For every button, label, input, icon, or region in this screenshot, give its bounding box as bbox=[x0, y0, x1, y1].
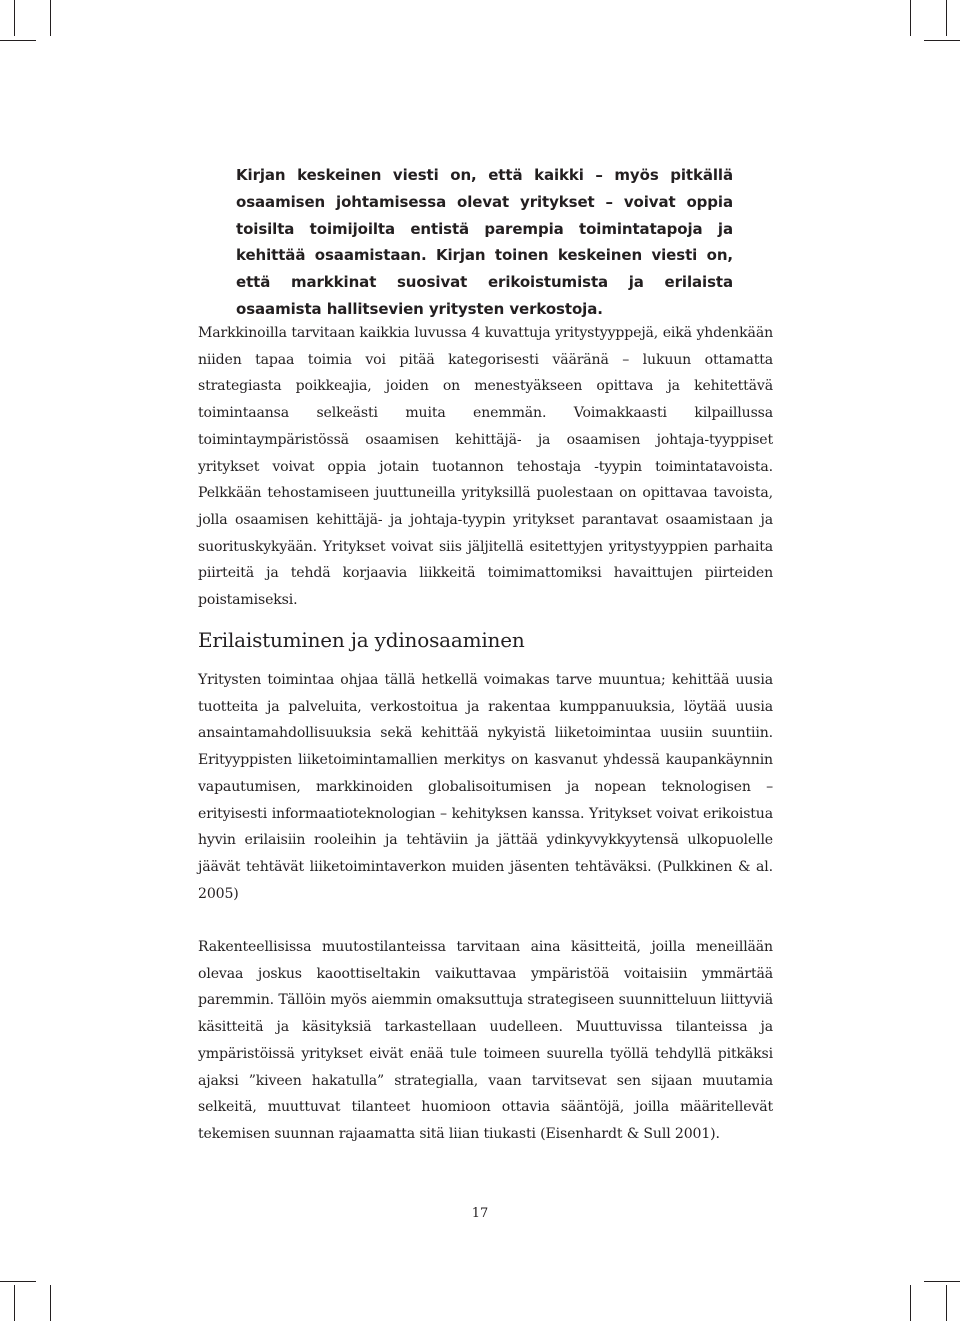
section-paragraph-2: Rakenteellisissa muutostilanteissa tarvitaan aina käsitteitä, joilla meneillään olevaa joskus kaoottiseltakin vaikuttavaa ympäristöä voitaisiin ymmärtää paremmin. Tällöin myös aiemmin omaksuttuja strategiseen suunnitteluun liittyviä käsitteitä ja käsityksiä tarkastellaan uudelleen. Muuttuvissa tilanteissa ja ympäristöissä yritykset eivät enää tule toimeen suurella työllä tehdyllä pitkäksi ajaksi ”kiveen hakatulla” strategialla, vaan tarvitsevat sen sijaan muutamia selkeitä, muuttuvat tilanteet huomioon ottavia sääntöjä, joilla määritellevät tekemisen suunnan rajaamatta sitä liian tiukasti (Eisenhardt & Sull 2001). bbox=[198, 939, 773, 1142]
crop-mark-top-right-horizontal bbox=[924, 40, 960, 41]
crop-mark-bottom-left-vertical bbox=[14, 1285, 15, 1321]
section-paragraph-1-wrapper bbox=[198, 667, 773, 907]
crop-mark-top-right-vertical bbox=[910, 0, 911, 36]
page-number: 17 bbox=[471, 1206, 489, 1221]
section-paragraph-1: Yritysten toimintaa ohjaa tällä hetkellä voimakas tarve muuntua; kehittää uusia tuotteita ja palveluita, verkostoitua ja rakentaa kumppanuuksia, löytää uusia ansaintamahdollisuuksia sekä kehittää nykyistä liiketoimintaa uusiin suuntiin. Erityyppisten liiketoimintamallien merkitys on kasvanut yhdessä kaupankäynnin vapautumisen, markkinoiden globalisoitumisen ja nopean teknologisen – erityisesti informaatioteknologian – kehityksen kanssa. Yritykset voivat erikoistua hyvin erilaisiin rooleihin ja tehtäviin ja jättää ydinkyvykkyytensä ulkopuolelle jäävät tehtävät liiketoimintaverkon muiden jäsenten tehtäväksi. (Pulkkinen & al. 2005) bbox=[198, 672, 773, 902]
section-paragraph-2-wrapper bbox=[198, 934, 773, 1148]
intro-paragraph: Kirjan keskeinen viesti on, että kaikki – myös pitkällä osaamisen johtamisessa olevat yritykset – voivat oppia toisilta toimijoilta entistä parempia toimintatapoja ja kehittää osaamistaan. Kirjan toinen keskeinen viesti on, että markkinat suosivat erikoistumista ja erilaista osaamista hallitsevien yritysten verkostoja. bbox=[236, 166, 733, 318]
crop-mark-bottom-right-inner bbox=[946, 1285, 947, 1321]
crop-mark-bottom-right-horizontal bbox=[924, 1281, 960, 1282]
section-heading: Erilaistuminen ja ydinosaaminen bbox=[198, 628, 525, 652]
body-section-1 bbox=[198, 320, 773, 614]
crop-mark-bottom-left-inner bbox=[50, 1285, 51, 1321]
crop-mark-top-left-horizontal bbox=[0, 40, 36, 41]
crop-mark-top-left-inner bbox=[50, 0, 51, 36]
crop-mark-bottom-right-vertical bbox=[910, 1285, 911, 1321]
crop-mark-top-left-vertical bbox=[14, 0, 15, 36]
intro-summary bbox=[236, 162, 733, 323]
crop-mark-bottom-left-horizontal bbox=[0, 1281, 36, 1282]
body-paragraph-1: Markkinoilla tarvitaan kaikkia luvussa 4 kuvattuja yritystyyppejä, eikä yhdenkään niiden tapaa toimia voi pitää kategorisesti vääränä – lukuun ottamatta strategiasta poikkeajia, joiden on menestyäkseen opittava ja kehitettävä toimintaansa selkeästi muita enemmän. Voimakkaasti kilpaillussa toimintaympäristössä osaamisen kehittäjä- ja osaamisen johtaja-tyyppiset yritykset voivat oppia jotain tuotannon tehostaja -tyypin toimintatavoista. Pelkkään tehostamiseen juuttuneilla yrityksillä puolestaan on opittavaa tavoista, jolla osaamisen kehittäjä- ja johtaja-tyypin yritykset parantavat osaamistaan ja suorituskykyään. Yritykset voivat siis jäljitellä esitettyjen yritystyyppien parhaita piirteitä ja tehdä korjaavia liikkeitä toimimattomiksi havaittujen piirteiden poistamiseksi. bbox=[198, 325, 773, 609]
crop-mark-top-right-inner bbox=[946, 0, 947, 36]
